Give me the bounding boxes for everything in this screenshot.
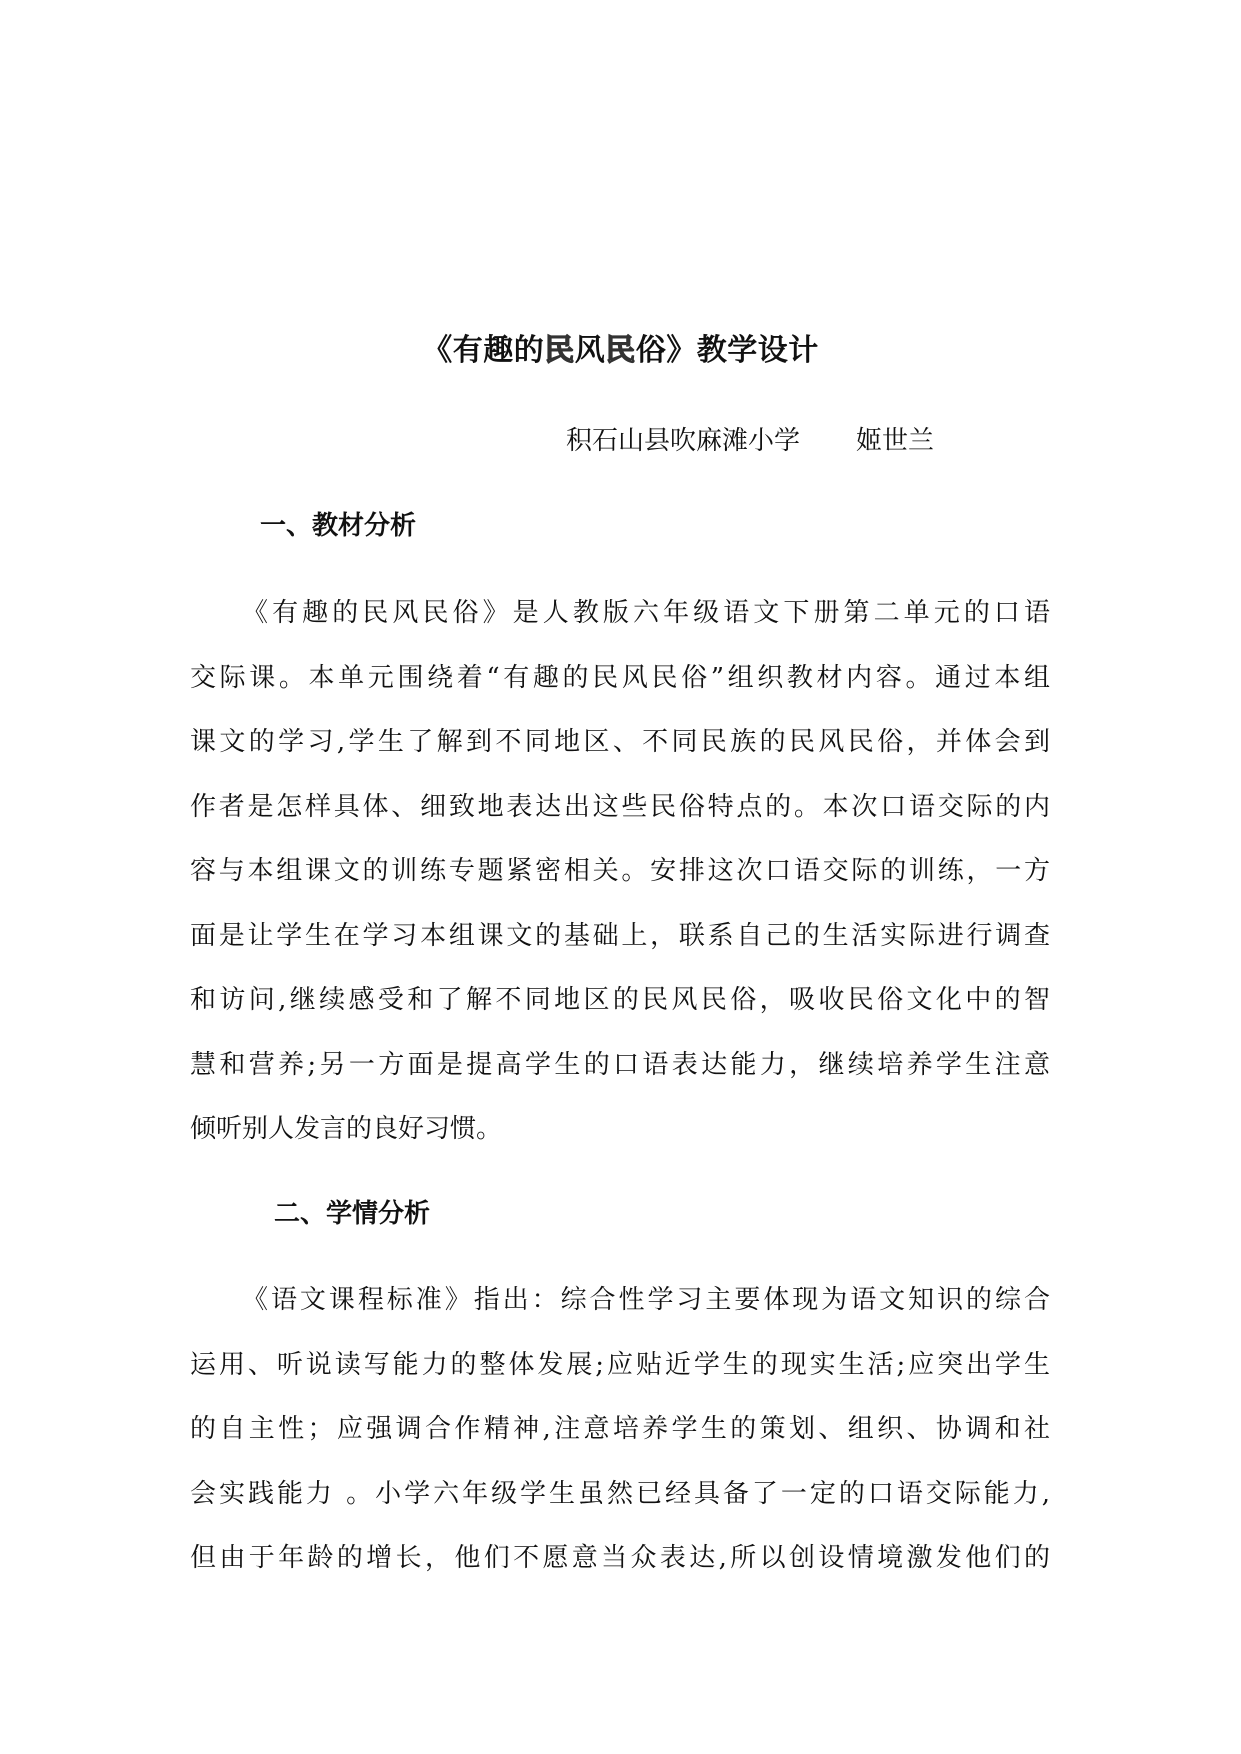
paragraph-line: 《有趣的民风民俗》是人教版六年级语文下册第二单元的口语 [242, 598, 1050, 628]
paragraph-line: 运用、听说读写能力的整体发展;应贴近学生的现实生活;应突出学生 [190, 1349, 1050, 1380]
school-name: 积石山县吹麻滩小学 [566, 426, 801, 456]
paragraph-line: 和访问,继续感受和了解不同地区的民风民俗，吸收民俗文化中的智 [190, 985, 1050, 1015]
paragraph-line: 但由于年龄的增长，他们不愿意当众表达,所以创设情境激发他们的 [190, 1543, 1050, 1573]
section-heading-textbook-analysis: 一、教材分析 [260, 511, 417, 541]
paragraph-line: 会实践能力 。小学六年级学生虽然已经具备了一定的口语交际能力, [190, 1478, 1050, 1509]
paragraph-line: 作者是怎样具体、细致地表达出这些民俗特点的。本次口语交际的内 [190, 791, 1050, 822]
paragraph-line: 课文的学习,学生了解到不同地区、不同民族的民风民俗，并体会到 [190, 727, 1050, 757]
paragraph-line: 面是让学生在学习本组课文的基础上，联系自己的生活实际进行调查 [190, 920, 1050, 951]
paragraph-line: 容与本组课文的训练专题紧密相关。安排这次口语交际的训练，一方 [190, 856, 1050, 886]
document-title [0, 331, 1241, 371]
byline [566, 423, 934, 459]
paragraph-line: 倾听别人发言的良好习惯。 [190, 1114, 503, 1144]
paragraph-line: 慧和营养;另一方面是提高学生的口语表达能力，继续培养学生注意 [190, 1049, 1050, 1080]
paragraph-textbook-analysis [190, 581, 1050, 1162]
title-part: 风 [574, 333, 606, 368]
paragraph-line: 的自主性；应强调合作精神,注意培养学生的策划、组织、协调和社 [190, 1414, 1050, 1444]
paragraph-line: 《语文课程标准》指出：综合性学习主要体现为语文知识的综合 [242, 1285, 1050, 1315]
title-part: 《有趣的 [422, 333, 545, 368]
paragraph-line: 交际课。本单元围绕着“有趣的民风民俗”组织教材内容。通过本组 [190, 662, 1050, 693]
section-heading-student-analysis: 二、学情分析 [274, 1199, 431, 1229]
paragraph-student-analysis [190, 1268, 1050, 1591]
title-hollow-char: 民 [544, 333, 575, 368]
title-hollow-char: 民 [605, 333, 636, 368]
author-name: 姬世兰 [856, 426, 935, 456]
title-part: 俗》教学设计 [635, 333, 819, 368]
